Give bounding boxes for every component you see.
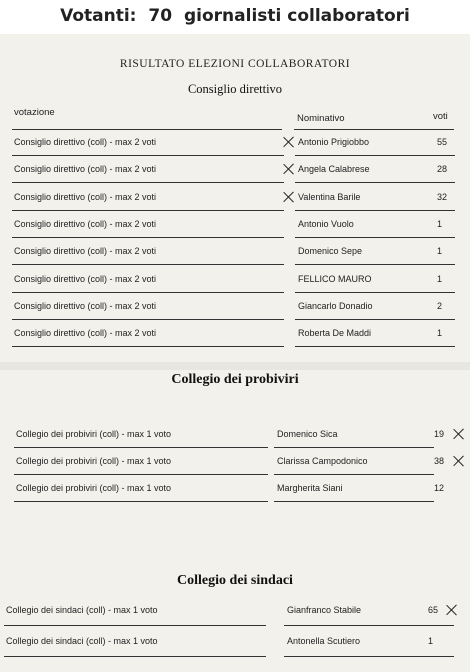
- voti-cell: 38: [434, 456, 445, 466]
- row-rule: [274, 501, 434, 502]
- row-rule: [295, 155, 455, 156]
- row-rule: [295, 319, 455, 320]
- nominativo-cell: Clarissa Campodonico: [277, 456, 368, 466]
- row-rule: [295, 182, 455, 183]
- elected-mark-icon: [453, 455, 465, 467]
- nominativo-cell: FELLICO MAURO: [298, 273, 372, 284]
- voti-cell: 1: [437, 246, 443, 257]
- elected-mark-icon: [283, 136, 295, 148]
- nominativo-cell: Valentina Barile: [298, 191, 361, 202]
- header-suffix: giornalisti collaboratori: [183, 6, 410, 26]
- votazione-cell: Consiglio direttivo (coll) - max 2 voti: [14, 246, 157, 257]
- header-label: Votanti:: [60, 6, 137, 26]
- header-banner: [0, 0, 470, 34]
- nominativo-cell: Gianfranco Stabile: [287, 605, 362, 615]
- votazione-cell: Collegio dei probiviri (coll) - max 1 voto: [16, 456, 172, 466]
- row-rule: [284, 656, 454, 657]
- row-rule: [12, 319, 284, 320]
- nominativo-cell: Antonio Vuolo: [298, 218, 354, 229]
- nominativo-cell: Antonella Scutiero: [287, 636, 361, 646]
- column-header-votazione: votazione: [14, 107, 55, 118]
- row-rule: [12, 237, 284, 238]
- voti-cell: 65: [428, 605, 439, 615]
- voti-cell: 2: [437, 300, 443, 311]
- document-title: RISULTATO ELEZIONI COLLABORATORI: [119, 58, 351, 70]
- voti-cell: 1: [437, 218, 443, 229]
- elected-mark-icon: [446, 604, 458, 616]
- voti-cell: 32: [437, 191, 448, 202]
- elected-mark-icon: [283, 163, 295, 175]
- votazione-cell: Collegio dei sindaci (coll) - max 1 voto: [6, 605, 158, 615]
- row-rule: [12, 346, 284, 347]
- voti-cell: 1: [437, 273, 443, 284]
- votazione-cell: Collegio dei sindaci (coll) - max 1 voto: [6, 636, 158, 646]
- row-rule: [14, 447, 268, 448]
- votazione-cell: Consiglio direttivo (coll) - max 2 voti: [14, 191, 157, 202]
- votazione-cell: Collegio dei probiviri (coll) - max 1 voto: [16, 429, 172, 439]
- nominativo-cell: Domenico Sica: [277, 429, 338, 439]
- votazione-cell: Consiglio direttivo (coll) - max 2 voti: [14, 328, 157, 339]
- nominativo-cell: Giancarlo Donadio: [298, 300, 373, 311]
- row-rule: [295, 346, 455, 347]
- voti-cell: 28: [437, 164, 448, 175]
- row-rule: [295, 264, 455, 265]
- column-header-voti: voti: [433, 111, 448, 122]
- nominativo-cell: Margherita Siani: [277, 483, 343, 493]
- elected-mark-icon: [453, 428, 465, 440]
- votazione-cell: Consiglio direttivo (coll) - max 2 voti: [14, 164, 157, 175]
- nominativo-cell: Angela Calabrese: [298, 164, 370, 175]
- nominativo-cell: Roberta De Maddi: [298, 328, 372, 339]
- row-rule: [295, 292, 455, 293]
- row-rule: [14, 474, 268, 475]
- nominativo-cell: Antonio Prigiobbo: [298, 137, 370, 147]
- voti-cell: 1: [437, 328, 443, 339]
- row-rule: [14, 501, 268, 502]
- section-heading-sindaci: Collegio dei sindaci: [177, 573, 293, 588]
- row-rule: [295, 210, 455, 211]
- header-rule: [294, 129, 454, 130]
- row-rule: [12, 182, 284, 183]
- voti-cell: 12: [434, 483, 445, 493]
- voti-cell: 55: [437, 137, 448, 147]
- elected-mark-icon: [283, 191, 295, 203]
- section-heading-probiviri: Collegio dei probiviri: [171, 372, 299, 387]
- row-rule: [274, 474, 434, 475]
- row-rule: [12, 210, 284, 211]
- votazione-cell: Consiglio direttivo (coll) - max 2 voti: [14, 218, 157, 229]
- row-rule: [295, 237, 455, 238]
- header-count: 70: [148, 6, 173, 26]
- voti-cell: 19: [434, 429, 445, 439]
- row-rule: [12, 155, 284, 156]
- row-rule: [274, 447, 434, 448]
- votazione-cell: Consiglio direttivo (coll) - max 2 voti: [14, 273, 157, 284]
- header-rule: [12, 129, 282, 130]
- column-header-nominativo: Nominativo: [297, 113, 345, 124]
- voti-cell: 1: [428, 636, 434, 646]
- section-heading-consiglio: Consiglio direttivo: [187, 82, 283, 96]
- page-divider: [0, 362, 470, 370]
- votazione-cell: Consiglio direttivo (coll) - max 2 voti: [14, 137, 157, 147]
- row-rule: [12, 264, 284, 265]
- votazione-cell: Collegio dei probiviri (coll) - max 1 voto: [16, 483, 172, 493]
- header-text: [0, 6, 470, 26]
- row-rule: [4, 656, 266, 657]
- votazione-cell: Consiglio direttivo (coll) - max 2 voti: [14, 300, 157, 311]
- nominativo-cell: Domenico Sepe: [298, 246, 363, 257]
- row-rule: [12, 292, 284, 293]
- row-rule: [4, 625, 266, 626]
- row-rule: [284, 625, 454, 626]
